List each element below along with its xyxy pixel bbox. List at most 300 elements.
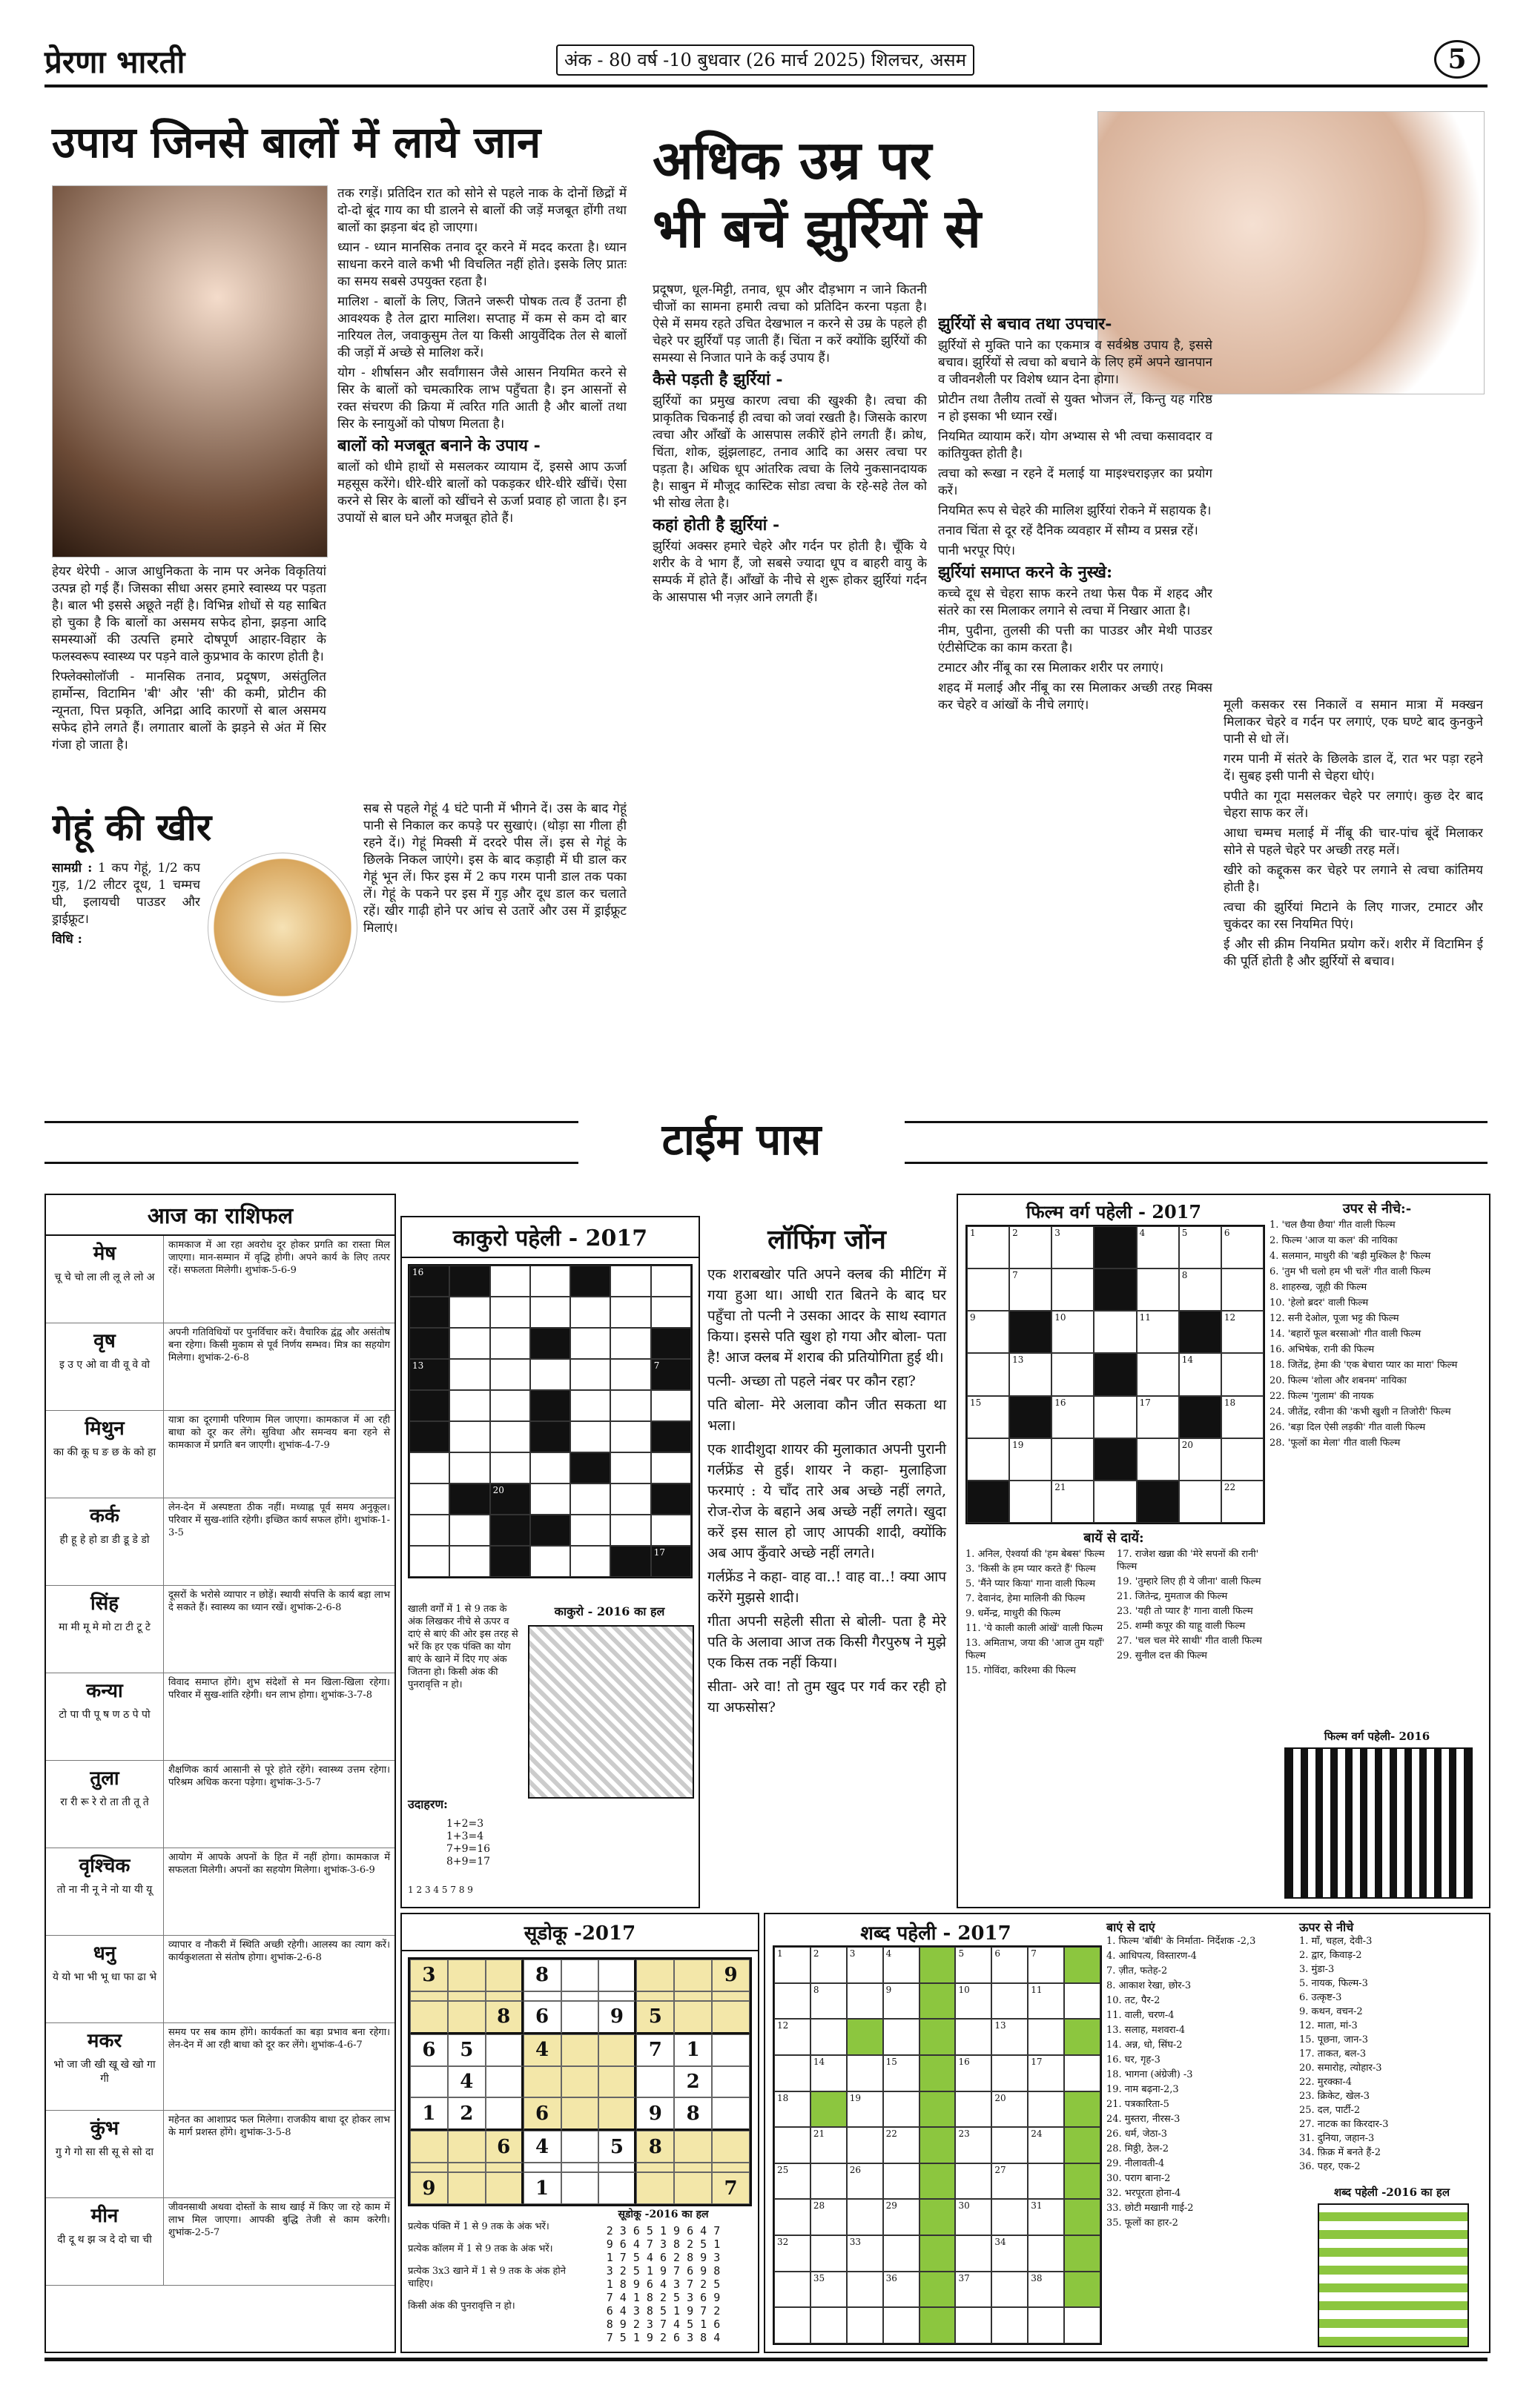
word-down-clue: 17. ताकत, बल-3 — [1299, 2048, 1367, 2060]
sudoku-cell[interactable] — [448, 1991, 486, 2001]
film-cell[interactable] — [1221, 1438, 1264, 1481]
sudoku-cell[interactable] — [712, 2131, 750, 2163]
kakuro-cell[interactable] — [610, 1421, 650, 1452]
film-cell[interactable] — [967, 1226, 1009, 1268]
kheer-ingredients: 1 कप गेहूं, 1/2 कप गुड़, 1/2 लीटर दूध, 1 चम्मच घी, इलायची पाउडर और ड्राईफ्रूट। — [52, 861, 200, 927]
word-cell — [919, 2272, 956, 2308]
film-cell[interactable] — [967, 1396, 1009, 1438]
word-cell[interactable] — [810, 1947, 847, 1983]
sudoku-cell[interactable] — [712, 2066, 750, 2098]
sudoku-cell[interactable] — [598, 1959, 636, 1991]
sudoku-cell[interactable] — [448, 2131, 486, 2163]
kakuro-cell[interactable] — [449, 1328, 489, 1359]
film-down-clues — [1269, 1219, 1485, 1723]
word-cell[interactable] — [847, 1983, 883, 2020]
word-cell[interactable] — [955, 2199, 991, 2235]
film-cell — [1094, 1438, 1136, 1481]
kakuro-cell[interactable] — [449, 1452, 489, 1484]
hair-para-4: ध्यान - ध्यान मानसिक तनाव दूर करने में मदद करता है। ध्यान साधना करने वाले कभी भी विचलित नहीं होते। इसके लिए प्रातः का समय सबसे उपयुक्त रहता है। — [337, 240, 627, 289]
word-cell-number: 31 — [1031, 2200, 1043, 2212]
word-cell[interactable] — [847, 2235, 883, 2272]
kheer-photo — [208, 853, 357, 1002]
sudoku-cell[interactable] — [598, 2163, 636, 2172]
film-down-clue: 12. सनी देओल, पूजा भट्ट की फिल्म — [1269, 1313, 1399, 1324]
sudoku-cell[interactable] — [448, 1959, 486, 1991]
kakuro-note: खाली वर्गों में 1 से 9 तक के अंक लिखकर नीचे से ऊपर व दाएं से बाएं की ओर इस तरह से भरें कि हर एक पंक्ति का योग बाएं के खाने में दिए गए अंक जितना हो। किसी अंक की पुनरावृत्ति न हो। — [408, 1604, 518, 1690]
film-across-clue: 17. राजेश खन्ना की 'मेरे सपनों की रानी' फिल्म — [1117, 1549, 1259, 1572]
kakuro-cell[interactable] — [449, 1297, 489, 1328]
sudoku-cell[interactable] — [524, 2163, 561, 2172]
kakuro-cell[interactable] — [530, 1484, 570, 1515]
sudoku-cell[interactable] — [636, 2172, 674, 2204]
word-cell[interactable] — [774, 2235, 810, 2272]
rashi-sign-letters: इ उ ए ओ वा वी वू वे वो — [59, 1359, 150, 1371]
word-cell[interactable] — [810, 2019, 847, 2055]
film-across-title: बायें से दायें: — [1083, 1530, 1144, 1546]
film-cell[interactable] — [1221, 1311, 1264, 1353]
film-across-clue: 23. 'यही तो प्यार है' गाना वाली फिल्म — [1117, 1606, 1253, 1617]
tip-item: ई और सी क्रीम नियमित प्रयोग करें। शरीर में विटामिन ई की पूर्ति होती है और झुर्रियों से बचाव। — [1224, 937, 1483, 969]
word-cell[interactable] — [847, 2127, 883, 2163]
sudoku-solution-row: 1 8 9 6 4 3 7 2 5 — [606, 2278, 721, 2291]
wrinkle-headline — [653, 126, 1112, 262]
kakuro-cell[interactable] — [570, 1328, 610, 1359]
kakuro-cell[interactable] — [530, 1546, 570, 1577]
kakuro-cell[interactable] — [490, 1390, 530, 1421]
kakuro-cell — [409, 1297, 449, 1328]
word-cell[interactable] — [991, 1983, 1028, 2020]
word-cell[interactable] — [991, 2055, 1028, 2091]
word-cell[interactable] — [810, 2055, 847, 2091]
word-cell[interactable] — [955, 2235, 991, 2272]
sudoku-cell[interactable] — [636, 1991, 674, 2001]
example-digit: 4 — [433, 1885, 440, 1895]
word-cell[interactable] — [955, 2127, 991, 2163]
word-cell[interactable] — [883, 2091, 919, 2128]
word-cell[interactable] — [991, 2163, 1028, 2200]
film-cell — [1179, 1311, 1221, 1353]
word-cell[interactable] — [847, 2163, 883, 2200]
kakuro-cell[interactable] — [570, 1390, 610, 1421]
sudoku-cell[interactable] — [448, 2001, 486, 2034]
sudoku-cell[interactable] — [598, 2097, 636, 2131]
word-cell[interactable] — [883, 2307, 919, 2344]
kakuro-cell[interactable] — [490, 1421, 530, 1452]
kakuro-cell[interactable] — [530, 1266, 570, 1297]
word-cell[interactable] — [774, 1947, 810, 1983]
kakuro-cell[interactable] — [570, 1484, 610, 1515]
film-cell[interactable] — [1137, 1396, 1179, 1438]
kakuro-cell[interactable] — [409, 1546, 449, 1577]
sudoku-cell[interactable] — [410, 2131, 448, 2163]
film-cell[interactable] — [1094, 1481, 1136, 1523]
sudoku-cell[interactable] — [561, 2131, 599, 2163]
kakuro-cell[interactable] — [530, 1452, 570, 1484]
sudoku-cell: 4 — [524, 2131, 561, 2163]
sudoku-cell[interactable] — [712, 2001, 750, 2034]
word-cell[interactable] — [847, 2055, 883, 2091]
film-cell-number: 15 — [970, 1397, 982, 1408]
kakuro-cell[interactable] — [610, 1359, 650, 1390]
kakuro-cell[interactable] — [490, 1266, 530, 1297]
kakuro-cell — [530, 1421, 570, 1452]
film-cell[interactable] — [967, 1353, 1009, 1395]
sudoku-cell[interactable] — [486, 2172, 524, 2204]
film-cell[interactable] — [1221, 1481, 1264, 1523]
kakuro-cell[interactable] — [570, 1421, 610, 1452]
word-cell[interactable] — [1028, 2055, 1064, 2091]
film-cell[interactable] — [1221, 1268, 1264, 1311]
word-cell[interactable] — [810, 2127, 847, 2163]
word-cell[interactable] — [774, 2127, 810, 2163]
word-cell[interactable] — [991, 2235, 1028, 2272]
word-cell[interactable] — [955, 1983, 991, 2020]
sudoku-title: सूडोकू -2017 — [402, 1914, 758, 1951]
word-cell[interactable] — [810, 2272, 847, 2308]
kakuro-cell[interactable] — [651, 1515, 691, 1546]
word-cell[interactable] — [1028, 2019, 1064, 2055]
kakuro-cell[interactable] — [409, 1452, 449, 1484]
word-cell[interactable] — [1064, 2055, 1100, 2091]
kakuro-cell — [651, 1546, 691, 1577]
word-cell[interactable] — [1028, 1947, 1064, 1983]
word-cell[interactable] — [810, 1983, 847, 2020]
sudoku-cell[interactable] — [636, 2066, 674, 2098]
sudoku-cell[interactable] — [598, 1991, 636, 2001]
word-cell[interactable] — [774, 2091, 810, 2128]
kakuro-cell — [449, 1484, 489, 1515]
film-cell[interactable] — [1179, 1481, 1221, 1523]
kakuro-cell[interactable] — [610, 1328, 650, 1359]
kakuro-cell[interactable] — [651, 1390, 691, 1421]
sudoku-cell[interactable] — [561, 2034, 599, 2066]
film-cell[interactable] — [1137, 1226, 1179, 1268]
sudoku-cell[interactable] — [410, 1991, 448, 2001]
word-cell[interactable] — [955, 2272, 991, 2308]
word-cell-number: 9 — [885, 1984, 892, 1995]
kakuro-cell[interactable] — [490, 1328, 530, 1359]
kakuro-cell[interactable] — [610, 1452, 650, 1484]
word-cell[interactable] — [991, 2091, 1028, 2128]
word-cell[interactable] — [883, 1983, 919, 2020]
film-cell[interactable] — [1137, 1311, 1179, 1353]
kakuro-cell[interactable] — [570, 1546, 610, 1577]
word-cell[interactable] — [883, 2127, 919, 2163]
film-cell[interactable] — [1137, 1268, 1179, 1311]
rashi-text: महेनत का आशाप्रद फल मिलेगा। राजकीय बाधा दूर होकर लाभ के मार्ग प्रशस्त होंगे। शुभांक-3-5-8 — [168, 2114, 390, 2138]
word-cell[interactable] — [847, 1947, 883, 1983]
kakuro-cell[interactable] — [570, 1515, 610, 1546]
kakuro-cell[interactable] — [610, 1390, 650, 1421]
kakuro-cell[interactable] — [610, 1515, 650, 1546]
word-cell[interactable] — [774, 2199, 810, 2235]
sudoku-cell[interactable] — [448, 2172, 486, 2204]
word-cell[interactable] — [991, 2019, 1028, 2055]
word-cell[interactable] — [1028, 2307, 1064, 2344]
rashi-sign-letters: भो जा जी खी खू खे खो गा गी — [53, 2059, 156, 2085]
film-across-clue: 19. 'तुम्हारे लिए ही ये जीना' वाली फिल्म — [1117, 1576, 1261, 1587]
film-cell[interactable] — [1051, 1268, 1094, 1311]
sudoku-cell[interactable] — [410, 2163, 448, 2172]
sudoku-cell[interactable] — [712, 2097, 750, 2131]
word-cell[interactable] — [991, 1947, 1028, 1983]
word-cell[interactable] — [955, 2055, 991, 2091]
sudoku-solution-title: सूडोकू -2016 का हल — [618, 2209, 709, 2220]
kakuro-cell[interactable] — [409, 1515, 449, 1546]
rashi-row — [46, 1411, 394, 1498]
tip-item: आधा चम्मच मलाई में नींबू की चार-पांच बूंदें मिलाकर सोने से पहले चेहरे पर अच्छी तरह मलें। — [1224, 826, 1483, 858]
kakuro-cell[interactable] — [570, 1359, 610, 1390]
film-cell[interactable] — [1009, 1481, 1051, 1523]
word-cell[interactable] — [883, 2199, 919, 2235]
sudoku-cell[interactable] — [410, 2001, 448, 2034]
word-cell[interactable] — [1028, 2235, 1064, 2272]
word-across-clue: 33. छोटी मखानी गाई-2 — [1106, 2203, 1194, 2214]
wrinkle-sub-prevent: झुर्रियों से बचाव तथा उपचार- — [938, 314, 1112, 334]
film-cell[interactable] — [1009, 1268, 1051, 1311]
word-cell[interactable] — [847, 2091, 883, 2128]
film-solution-grid — [1284, 1747, 1473, 1899]
kakuro-clue: 17 — [653, 1547, 665, 1558]
sudoku-cell[interactable] — [598, 2066, 636, 2098]
rashi-sign — [46, 1761, 164, 1848]
word-cell[interactable] — [883, 2163, 919, 2200]
word-cell[interactable] — [991, 2127, 1028, 2163]
film-cell-number: 9 — [970, 1312, 976, 1323]
rashi-sign-letters: मा मी मू मे मो टा टी टू टे — [59, 1621, 151, 1633]
kakuro-example-line: 1+3=4 — [446, 1830, 484, 1842]
film-cell[interactable] — [967, 1268, 1009, 1311]
kakuro-cell — [570, 1452, 610, 1484]
sudoku-cell[interactable] — [674, 1959, 712, 1991]
word-cell[interactable] — [774, 2163, 810, 2200]
sudoku-cell[interactable] — [524, 1991, 561, 2001]
kakuro-cell[interactable] — [490, 1297, 530, 1328]
word-cell[interactable] — [1028, 1983, 1064, 2020]
film-cell[interactable] — [1009, 1226, 1051, 1268]
kakuro-box — [400, 1216, 700, 1908]
word-cell[interactable] — [774, 2055, 810, 2091]
word-cell-number: 38 — [1031, 2272, 1043, 2283]
film-cell[interactable] — [1221, 1353, 1264, 1395]
word-down-clue: 23. क्रिकेट, खेल-3 — [1299, 2091, 1370, 2102]
kakuro-cell[interactable] — [570, 1297, 610, 1328]
sudoku-cell[interactable] — [561, 2001, 599, 2034]
sudoku-cell[interactable] — [674, 2163, 712, 2172]
film-cell-number: 7 — [1012, 1270, 1018, 1281]
rashi-sign-letters: तो ना नी नू ने नो या यी यू — [56, 1884, 153, 1896]
kakuro-cell[interactable] — [530, 1297, 570, 1328]
kakuro-cell[interactable] — [449, 1359, 489, 1390]
sudoku-cell: 6 — [410, 2034, 448, 2066]
kakuro-example-line: 8+9=17 — [446, 1856, 491, 1868]
rashi-sign-name: वृश्चिक — [79, 1855, 131, 1877]
kakuro-cell[interactable] — [610, 1266, 650, 1297]
sudoku-cell[interactable] — [486, 2097, 524, 2131]
word-cell[interactable] — [1028, 2127, 1064, 2163]
kakuro-cell[interactable] — [449, 1390, 489, 1421]
kakuro-clue: 13 — [412, 1360, 424, 1371]
sudoku-cell[interactable] — [598, 2172, 636, 2204]
word-cell[interactable] — [883, 2019, 919, 2055]
sudoku-cell[interactable] — [486, 1991, 524, 2001]
sudoku-box — [400, 1913, 759, 2353]
kakuro-cell — [530, 1515, 570, 1546]
sudoku-cell[interactable] — [674, 2001, 712, 2034]
sudoku-cell[interactable] — [712, 1991, 750, 2001]
film-cell[interactable] — [1137, 1353, 1179, 1395]
word-cell-number: 4 — [885, 1948, 892, 1959]
sudoku-cell[interactable] — [561, 2066, 599, 2098]
kakuro-cell[interactable] — [651, 1452, 691, 1484]
film-cell[interactable] — [1094, 1311, 1136, 1353]
word-cell[interactable] — [955, 1947, 991, 1983]
word-cell[interactable] — [991, 2307, 1028, 2344]
word-cell[interactable] — [1064, 1983, 1100, 2020]
masthead — [44, 40, 1488, 87]
word-cell[interactable] — [1028, 2091, 1064, 2128]
film-cell[interactable] — [1009, 1438, 1051, 1481]
rashi-row — [46, 1848, 394, 1936]
sudoku-solution-row: 9 6 4 7 3 8 2 5 1 — [606, 2237, 721, 2251]
word-down-clue: 2. द्वार, किवाड़-2 — [1299, 1950, 1362, 1961]
word-cell[interactable] — [847, 2307, 883, 2344]
kakuro-cell[interactable] — [449, 1546, 489, 1577]
sudoku-cell[interactable] — [636, 2163, 674, 2172]
word-cell[interactable] — [1028, 2163, 1064, 2200]
word-cell-number: 14 — [813, 2056, 825, 2067]
word-cell[interactable] — [810, 2163, 847, 2200]
kakuro-cell[interactable] — [490, 1452, 530, 1484]
film-cell[interactable] — [1179, 1268, 1221, 1311]
film-cell[interactable] — [1051, 1438, 1094, 1481]
word-cell — [1064, 2235, 1100, 2272]
film-cell[interactable] — [1051, 1311, 1094, 1353]
film-cell[interactable] — [1221, 1226, 1264, 1268]
word-cell — [919, 1947, 956, 1983]
sudoku-cell[interactable] — [448, 2163, 486, 2172]
kakuro-cell[interactable] — [610, 1297, 650, 1328]
film-cell[interactable] — [1221, 1396, 1264, 1438]
sudoku-cell[interactable] — [598, 2034, 636, 2066]
film-cell[interactable] — [1051, 1396, 1094, 1438]
sudoku-cell[interactable] — [674, 2131, 712, 2163]
film-cell[interactable] — [1179, 1353, 1221, 1395]
word-cell[interactable] — [774, 1983, 810, 2020]
joke-line: एक शराबखोर पति अपने क्लब की मीटिंग में गया हुआ था। आधी रात बितने के बाद घर पहुँचा तो पत्नी ने उसका आदर के साथ स्वागत किया। इससे पति खुश हो गया और बोला- पता है! आज क्लब में शराब की प्रतियोगिता हुई थी। — [707, 1266, 946, 1366]
kakuro-cell[interactable] — [530, 1359, 570, 1390]
kakuro-cell — [409, 1390, 449, 1421]
word-cell-number: 2 — [813, 1948, 819, 1959]
sudoku-cell[interactable] — [410, 2066, 448, 2098]
word-cell[interactable] — [1028, 2272, 1064, 2308]
kakuro-cell[interactable] — [490, 1359, 530, 1390]
word-cell[interactable] — [847, 2272, 883, 2308]
word-cell — [919, 2307, 956, 2344]
sudoku-cell[interactable] — [636, 1959, 674, 1991]
joke-line: गर्लफ्रेंड ने कहा- वाह वा..! वाह वा..! क्या आप करेंगे मुझसे शादी। — [707, 1569, 946, 1606]
rashi-row — [46, 1586, 394, 1673]
rashi-sign — [46, 2198, 164, 2285]
word-cell[interactable] — [1064, 2307, 1100, 2344]
sudoku-cell[interactable] — [674, 1991, 712, 2001]
word-cell[interactable] — [847, 2199, 883, 2235]
wrinkle-col-1 — [653, 282, 927, 1097]
sudoku-cell[interactable] — [486, 1959, 524, 1991]
film-cell[interactable] — [1179, 1226, 1221, 1268]
sudoku-cell[interactable] — [712, 2034, 750, 2066]
word-cell[interactable] — [774, 2307, 810, 2344]
sudoku-cell[interactable] — [561, 2172, 599, 2204]
film-cell[interactable] — [1009, 1353, 1051, 1395]
film-cell[interactable] — [1051, 1226, 1094, 1268]
film-down-clue: 14. 'बहारों फूल बरसाओ' गीत वाली फिल्म — [1269, 1329, 1422, 1340]
rashi-sign — [46, 1936, 164, 2022]
rashi-row — [46, 1498, 394, 1586]
word-cell[interactable] — [774, 2272, 810, 2308]
kakuro-cell[interactable] — [449, 1515, 489, 1546]
word-cell[interactable] — [883, 2055, 919, 2091]
word-cell-number: 32 — [777, 2237, 789, 2248]
film-cell[interactable] — [1137, 1438, 1179, 1481]
rashi-row — [46, 2111, 394, 2198]
film-cell[interactable] — [967, 1311, 1009, 1353]
word-cell[interactable] — [991, 2199, 1028, 2235]
rashi-sign-letters: ये यो भा भी भू धा फा ढा भे — [52, 1971, 157, 1983]
kakuro-cell[interactable] — [449, 1421, 489, 1452]
kakuro-cell[interactable] — [610, 1484, 650, 1515]
sudoku-cell[interactable] — [674, 2172, 712, 2204]
word-cell[interactable] — [955, 2163, 991, 2200]
film-cell[interactable] — [1179, 1438, 1221, 1481]
word-cell[interactable] — [955, 2091, 991, 2128]
word-cell[interactable] — [883, 1947, 919, 1983]
kakuro-cell — [651, 1359, 691, 1390]
sudoku-cell[interactable] — [561, 1991, 599, 2001]
sudoku-cell[interactable] — [486, 2066, 524, 2098]
sudoku-cell[interactable] — [561, 2097, 599, 2131]
sudoku-cell[interactable] — [486, 2163, 524, 2172]
sudoku-cell[interactable] — [486, 2034, 524, 2066]
sudoku-cell[interactable] — [712, 2163, 750, 2172]
sudoku-cell[interactable] — [561, 2163, 599, 2172]
film-cell[interactable] — [1094, 1396, 1136, 1438]
word-cell[interactable] — [955, 2307, 991, 2344]
word-cell[interactable] — [991, 2272, 1028, 2308]
word-cell[interactable] — [883, 2272, 919, 2308]
sudoku-cell[interactable] — [561, 1959, 599, 1991]
word-cell[interactable] — [883, 2235, 919, 2272]
example-digit: 8 — [458, 1885, 465, 1895]
film-cell-number: 4 — [1139, 1228, 1146, 1238]
sudoku-cell[interactable] — [524, 2066, 561, 2098]
kakuro-cell[interactable] — [409, 1484, 449, 1515]
kakuro-cell[interactable] — [651, 1266, 691, 1297]
rashi-sign-name: मकर — [87, 2030, 122, 2052]
film-cell[interactable] — [1051, 1481, 1094, 1523]
word-cell-number: 7 — [1031, 1948, 1037, 1959]
kakuro-cell[interactable] — [651, 1297, 691, 1328]
word-cell[interactable] — [810, 2199, 847, 2235]
film-cell[interactable] — [1051, 1353, 1094, 1395]
word-cell[interactable] — [774, 2019, 810, 2055]
word-cell[interactable] — [810, 2235, 847, 2272]
word-cell[interactable] — [955, 2019, 991, 2055]
tip-item: गरम पानी में संतरे के छिलके डाल दें, रात भर पड़ा रहने दें। सुबह इसी पानी से चेहरा धोएं। — [1224, 752, 1483, 784]
word-cell[interactable] — [1028, 2199, 1064, 2235]
film-cell[interactable] — [967, 1438, 1009, 1481]
word-cell[interactable] — [810, 2307, 847, 2344]
